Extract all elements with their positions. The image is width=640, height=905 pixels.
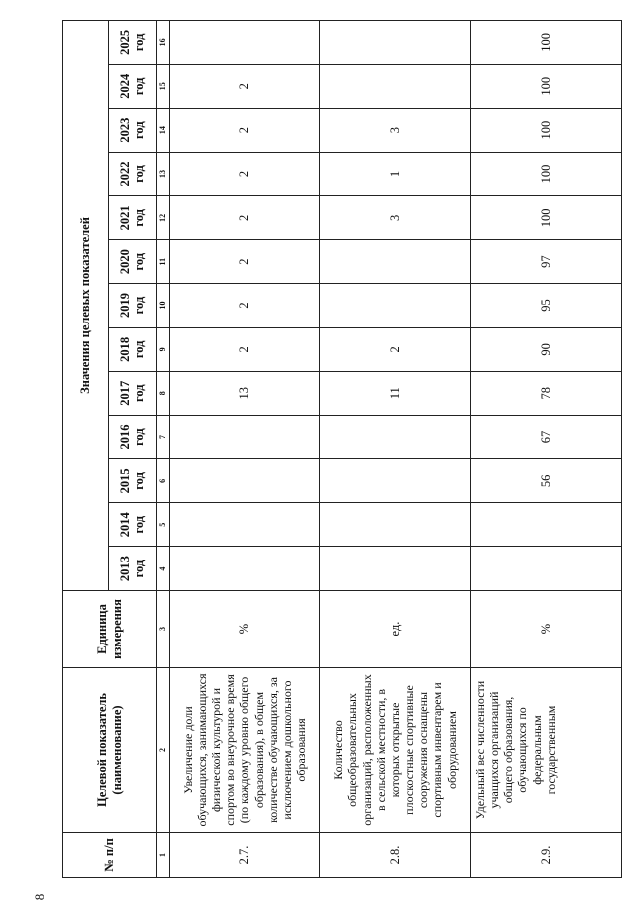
column-number: 8	[157, 371, 170, 415]
indicator-value: 100	[471, 152, 622, 196]
indicator-value: 3	[320, 108, 471, 152]
header-year: 2018 год	[109, 327, 157, 371]
header-year: 2013 год	[109, 547, 157, 591]
indicator-value: 100	[471, 196, 622, 240]
header-year: 2024 год	[109, 64, 157, 108]
column-number: 9	[157, 327, 170, 371]
column-number: 16	[157, 20, 170, 64]
unit: %	[170, 591, 320, 668]
indicator-value: 90	[471, 327, 622, 371]
indicator-value	[170, 20, 320, 64]
indicator-name: Количество общеобразовательных организаций, расположенных в сельской местности, в которых открытые плоскостные спортивные сооружения оснащены спортивным инвентарем и оборудованием	[320, 668, 471, 833]
unit: ед.	[320, 591, 471, 668]
indicator-value	[320, 284, 471, 328]
indicator-value: 100	[471, 108, 622, 152]
indicator-value: 67	[471, 415, 622, 459]
header-year: 2022 год	[109, 152, 157, 196]
indicator-value	[320, 459, 471, 503]
indicator-value	[471, 503, 622, 547]
indicator-value	[320, 20, 471, 64]
header-year: 2016 год	[109, 415, 157, 459]
indicators-table-container	[62, 21, 622, 878]
indicator-value: 2	[170, 327, 320, 371]
indicator-value	[320, 503, 471, 547]
header-year: 2025 год	[109, 20, 157, 64]
column-number: 3	[157, 591, 170, 668]
page-number: 8	[32, 893, 47, 901]
indicator-value	[320, 240, 471, 284]
column-number: 11	[157, 240, 170, 284]
indicator-value: 2	[320, 327, 471, 371]
indicator-value: 100	[471, 64, 622, 108]
indicator-value: 2	[170, 240, 320, 284]
indicator-value: 3	[320, 196, 471, 240]
table-row	[471, 20, 622, 877]
column-number: 4	[157, 547, 170, 591]
indicator-value: 56	[471, 459, 622, 503]
indicator-value: 2	[170, 64, 320, 108]
indicator-value: 100	[471, 20, 622, 64]
header-year: 2021 год	[109, 196, 157, 240]
column-number: 1	[157, 833, 170, 878]
column-number: 12	[157, 196, 170, 240]
indicator-value: 2	[170, 196, 320, 240]
column-number: 6	[157, 459, 170, 503]
indicator-value	[170, 503, 320, 547]
column-number: 10	[157, 284, 170, 328]
unit: %	[471, 591, 622, 668]
indicator-value: 2	[170, 284, 320, 328]
indicator-value: 97	[471, 240, 622, 284]
indicator-name: Удельный вес численности учащихся организаций общего образования, обучающихся по федеральным государственным	[471, 668, 622, 833]
indicator-value: 78	[471, 371, 622, 415]
column-number: 7	[157, 415, 170, 459]
header-values-group: Значения целевых показателей	[63, 20, 109, 590]
header-year: 2023 год	[109, 108, 157, 152]
indicator-value: 2	[170, 152, 320, 196]
indicator-value	[320, 64, 471, 108]
header-no: № п/п	[63, 833, 157, 878]
header-year: 2017 год	[109, 371, 157, 415]
indicators-table	[62, 20, 622, 878]
indicator-value: 2	[170, 108, 320, 152]
row-number: 2.8.	[320, 833, 471, 878]
header-year: 2015 год	[109, 459, 157, 503]
header-year: 2014 год	[109, 503, 157, 547]
table-row	[170, 20, 320, 877]
row-number: 2.9.	[471, 833, 622, 878]
column-number: 14	[157, 108, 170, 152]
indicator-value	[170, 415, 320, 459]
indicator-value: 13	[170, 371, 320, 415]
indicator-value	[320, 415, 471, 459]
indicator-value	[320, 547, 471, 591]
column-number: 2	[157, 668, 170, 833]
column-number: 5	[157, 503, 170, 547]
header-indicator: Целевой показатель (наименование)	[63, 668, 157, 833]
header-year: 2020 год	[109, 240, 157, 284]
indicator-value	[471, 547, 622, 591]
table-row	[320, 20, 471, 877]
indicator-value	[170, 547, 320, 591]
indicator-value: 1	[320, 152, 471, 196]
row-number: 2.7.	[170, 833, 320, 878]
indicator-value: 95	[471, 284, 622, 328]
header-unit: Единица измерения	[63, 591, 157, 668]
column-number: 13	[157, 152, 170, 196]
indicator-name: Увеличение доли обучающихся, занимающихся физической культурой и спортом во внеурочное время (по каждому уровню общего образования), в общем количестве обучающихся, за исключением дошкольного образования	[170, 668, 320, 833]
indicator-value: 11	[320, 371, 471, 415]
column-number: 15	[157, 64, 170, 108]
indicator-value	[170, 459, 320, 503]
header-year: 2019 год	[109, 284, 157, 328]
